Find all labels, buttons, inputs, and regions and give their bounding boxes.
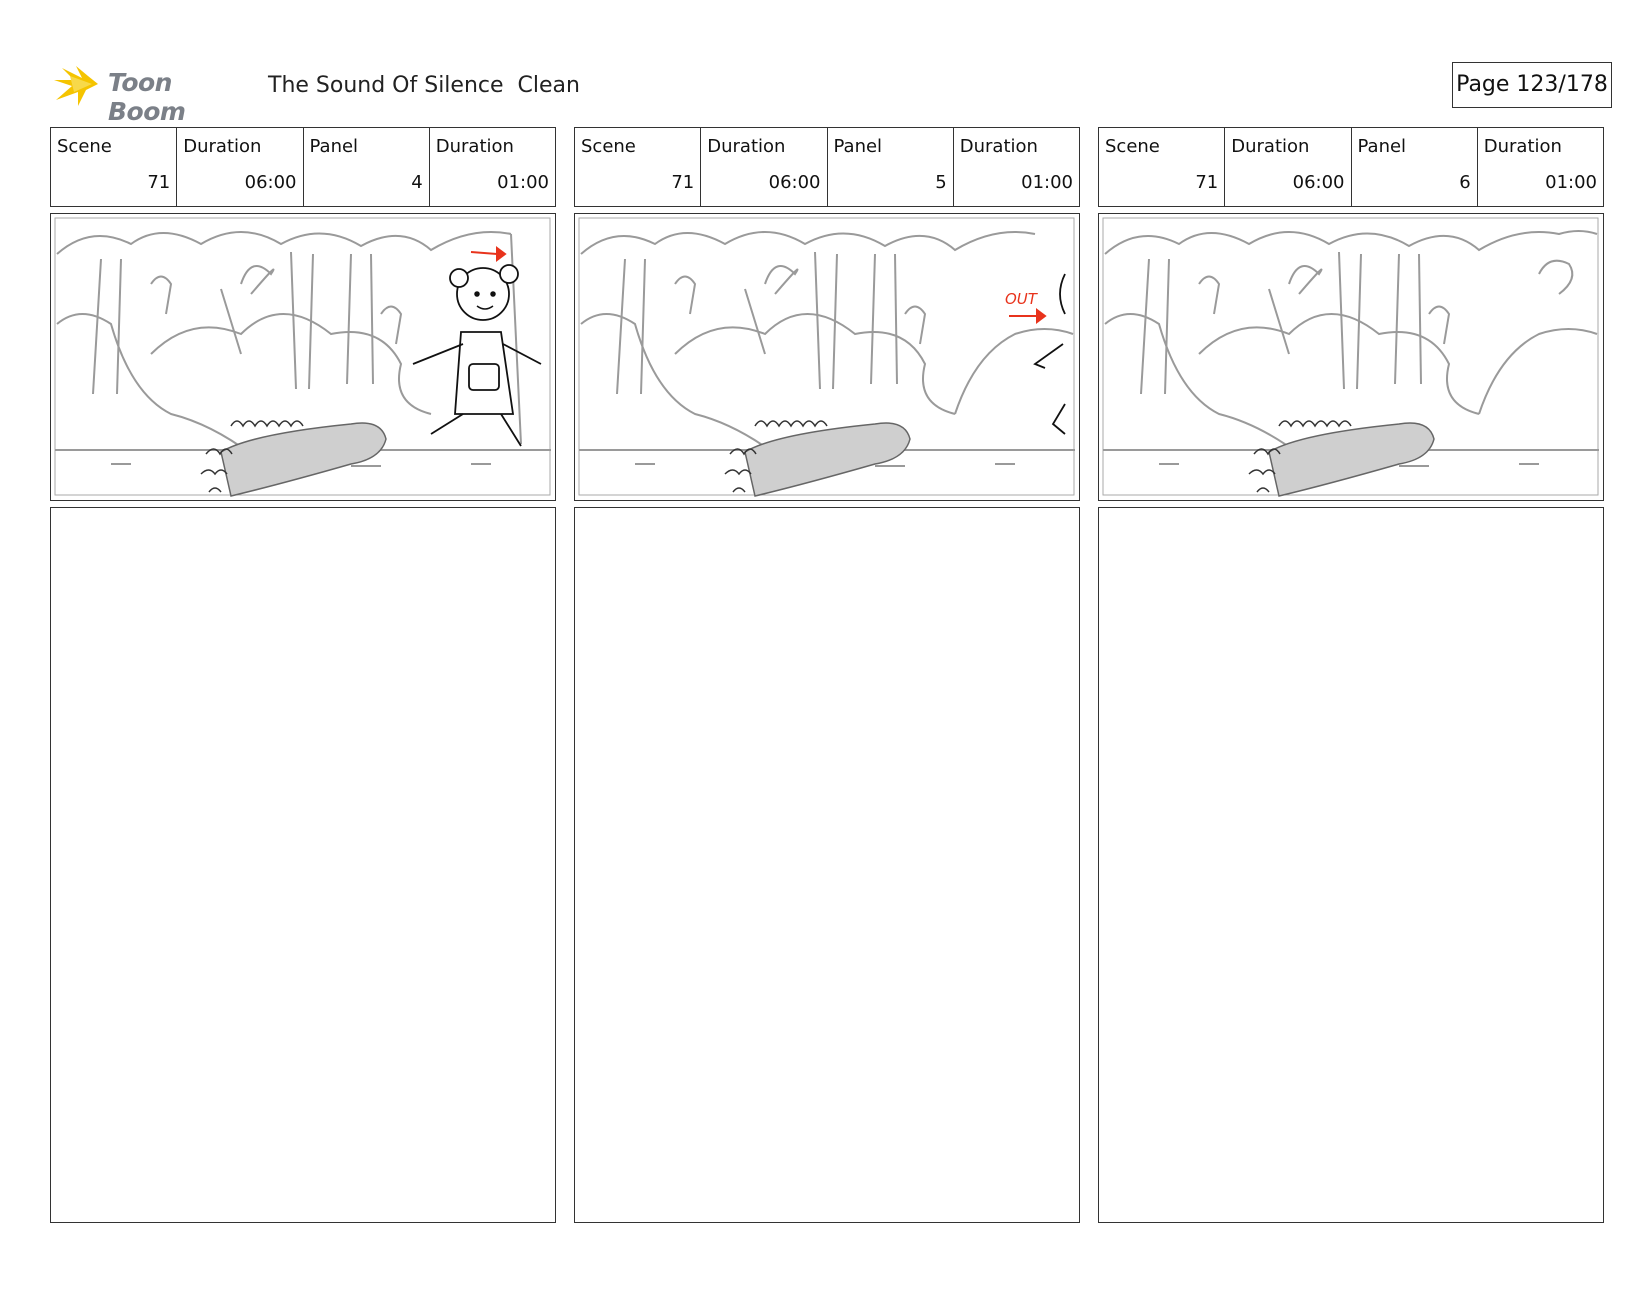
panel-cell (1352, 128, 1478, 206)
panel-image (574, 213, 1080, 501)
star-burst-icon (52, 60, 108, 110)
toon-boom-logo (52, 60, 252, 126)
panel-duration-label: Duration (1483, 136, 1562, 157)
panel-cell (828, 128, 954, 206)
scene-value: 71 (147, 172, 171, 193)
scene-label: Scene (1105, 136, 1160, 157)
panel-info-row (574, 127, 1080, 207)
panel-image (1098, 213, 1604, 501)
panel-notes-area (50, 507, 556, 1223)
panel-label: Panel (833, 136, 883, 157)
panel-label: Panel (309, 136, 359, 157)
forest-sketch-image (1099, 214, 1602, 499)
panel-duration-label: Duration (959, 136, 1038, 157)
panel-duration-value: 01:00 (1545, 172, 1597, 193)
panel-notes-area (574, 507, 1080, 1223)
panel-info-row (1098, 127, 1604, 207)
panel-label: Panel (1357, 136, 1407, 157)
scene-duration-label: Duration (707, 136, 786, 157)
page-header (52, 60, 1612, 126)
forest-sketch-image (51, 214, 554, 499)
scene-duration-cell (177, 128, 303, 206)
scene-duration-value: 06:00 (244, 172, 297, 193)
scene-duration-label: Duration (1231, 136, 1310, 157)
scene-cell (575, 128, 701, 206)
panel-duration-cell (1478, 128, 1603, 206)
document-title: The Sound Of Silence Clean (268, 73, 580, 98)
panel-duration-cell (430, 128, 555, 206)
panel-notes-area (1098, 507, 1604, 1223)
scene-duration-value: 06:00 (1292, 172, 1345, 193)
storyboard-column-3 (1098, 127, 1604, 1223)
storyboard-column-1 (50, 127, 556, 1223)
scene-label: Scene (57, 136, 112, 157)
panel-cell (304, 128, 430, 206)
scene-label: Scene (581, 136, 636, 157)
panel-value: 4 (411, 172, 423, 193)
logo-text: Toon Boom (108, 68, 186, 126)
panel-duration-value: 01:00 (497, 172, 549, 193)
scene-cell (51, 128, 177, 206)
panel-duration-label: Duration (435, 136, 514, 157)
scene-duration-cell (701, 128, 827, 206)
annotation-out-text: OUT (1005, 290, 1037, 308)
scene-value: 71 (671, 172, 695, 193)
scene-value: 71 (1195, 172, 1219, 193)
panel-duration-value: 01:00 (1021, 172, 1073, 193)
panel-info-row (50, 127, 556, 207)
forest-sketch-image (575, 214, 1078, 499)
panel-value: 5 (935, 172, 947, 193)
scene-duration-label: Duration (183, 136, 262, 157)
scene-cell (1099, 128, 1225, 206)
panel-duration-cell (954, 128, 1079, 206)
panel-image (50, 213, 556, 501)
scene-duration-cell (1225, 128, 1351, 206)
page-number: Page 123/178 (1452, 62, 1612, 108)
storyboard-column-2 (574, 127, 1080, 1223)
panel-value: 6 (1459, 172, 1471, 193)
scene-duration-value: 06:00 (768, 172, 821, 193)
